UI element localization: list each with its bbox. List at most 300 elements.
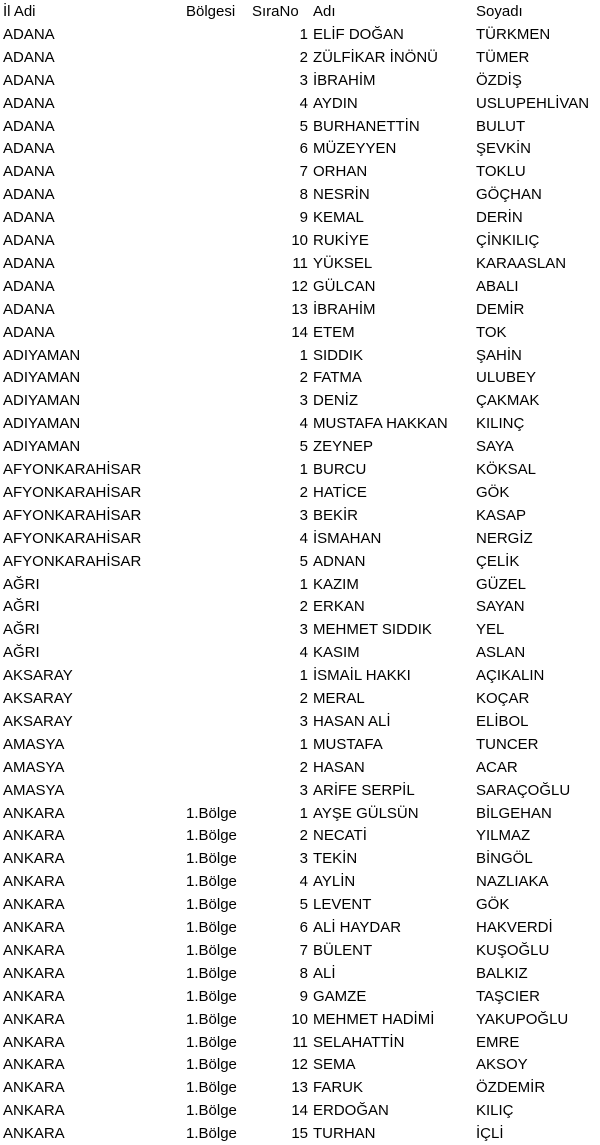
cell-bolgesi [186,435,248,458]
cell-soyadi: TÜRKMEN [476,25,551,43]
table-row [0,824,600,847]
table-row [0,802,600,825]
cell-soyadi: YILMAZ [476,827,531,845]
cell-sira-no: 1 [299,346,308,364]
cell-sira-no: 11 [292,254,308,272]
cell-bolgesi: 1.Bölge [186,850,237,868]
cell-adi: TEKİN [313,850,358,868]
cell-sira-no: 1 [299,735,308,753]
cell-adi: İBRAHİM [313,300,376,318]
cell-bolgesi [186,687,248,710]
table-row [0,481,600,504]
cell-bolgesi [186,573,248,596]
cell-il-adi: ADANA [3,140,55,158]
cell-bolgesi [186,641,248,664]
table-row [0,115,600,138]
cell-adi: GAMZE [313,987,367,1005]
cell-soyadi: ÇAKMAK [476,392,540,410]
cell-soyadi: KASAP [476,506,527,524]
cell-sira-no: 4 [299,415,308,433]
cell-adi: BURCU [313,461,367,478]
cell-il-adi: ADANA [3,277,55,295]
cell-adi: İSMAİL HAKKI [313,667,411,685]
cell-adi: ALİ [313,964,336,982]
cell-il-adi: AMASYA [3,735,65,753]
table-row [0,298,600,321]
cell-il-adi: AMASYA [3,758,65,776]
cell-sira-no: 1 [299,461,308,478]
cell-soyadi: ABALI [476,277,519,295]
cell-il-adi: ANKARA [3,1010,65,1028]
cell-il-adi: ADANA [3,209,55,227]
cell-sira-no: 2 [299,690,308,707]
cell-sira-no: 5 [299,552,308,570]
table-row [0,252,600,275]
cell-soyadi: TAŞCIER [476,987,540,1005]
table-row [0,756,600,779]
cell-sira-no: 4 [299,529,308,547]
cell-bolgesi [186,321,248,344]
cell-sira-no: 14 [291,323,308,341]
cell-soyadi: BİLGEHAN [476,804,552,822]
cell-adi: MUSTAFA HAKKAN [313,415,448,433]
cell-il-adi: ADIYAMAN [3,346,81,364]
cell-bolgesi [186,46,248,69]
cell-soyadi: GÖK [476,896,510,914]
table-row [0,344,600,367]
cell-bolgesi [186,412,248,435]
cell-bolgesi [186,779,248,802]
cell-soyadi: İÇLİ [476,1125,504,1143]
cell-bolgesi [186,527,248,550]
cell-adi: İBRAHİM [313,71,376,89]
cell-soyadi: YEL [476,621,505,639]
cell-il-adi: AKSARAY [3,712,73,730]
cell-soyadi: YAKUPOĞLU [476,1010,569,1028]
cell-sira-no: 5 [299,896,308,914]
cell-il-adi: AFYONKARAHİSAR [3,506,142,524]
cell-soyadi: DERİN [476,209,523,227]
cell-adi: YÜKSEL [313,254,373,272]
cell-il-adi: AFYONKARAHİSAR [3,529,142,547]
cell-soyadi: ÇİNKILIÇ [476,232,540,249]
cell-soyadi: BİNGÖL [476,850,533,868]
cell-il-adi: ANKARA [3,987,65,1005]
cell-adi: SEMA [313,1056,356,1074]
table-row [0,412,600,435]
cell-sira-no: 2 [299,483,308,501]
cell-adi: KASIM [313,644,360,662]
cell-soyadi: ŞAHİN [476,346,522,364]
cell-adi: ALİ HAYDAR [313,919,402,936]
cell-bolgesi: 1.Bölge [186,987,237,1005]
cell-soyadi: ELİBOL [476,712,529,730]
cell-soyadi: NAZLIAKA [476,873,549,891]
cell-sira-no: 10 [291,232,308,249]
cell-il-adi: AĞRI [3,621,40,639]
cell-sira-no: 4 [299,94,308,112]
cell-bolgesi [186,252,248,275]
cell-soyadi: TÜMER [476,48,530,66]
table-row [0,1099,600,1122]
cell-sira-no: 8 [299,964,308,982]
table-row [0,962,600,985]
cell-soyadi: EMRE [476,1033,520,1051]
cell-adi: DENİZ [313,392,358,410]
table-row [0,160,600,183]
table-row [0,710,600,733]
table-row [0,916,600,939]
cell-sira-no: 12 [291,1056,308,1074]
cell-adi: BEKİR [313,506,359,524]
cell-il-adi: AĞRI [3,644,40,662]
cell-sira-no: 10 [291,1010,308,1028]
cell-soyadi: TOKLU [476,163,526,181]
cell-sira-no: 6 [299,140,308,158]
cell-sira-no: 3 [299,71,308,89]
cell-bolgesi [186,23,248,46]
cell-soyadi: NERGİZ [476,529,533,547]
cell-il-adi: ANKARA [3,873,65,891]
cell-bolgesi: 1.Bölge [186,964,237,982]
table-row [0,664,600,687]
cell-bolgesi: 1.Bölge [186,1125,237,1143]
table-row [0,985,600,1008]
cell-sira-no: 7 [299,163,308,181]
cell-il-adi: AMASYA [3,781,65,799]
cell-il-adi: AKSARAY [3,690,73,707]
cell-il-adi: ADANA [3,186,55,204]
table-row [0,641,600,664]
cell-soyadi: KARAASLAN [476,254,567,272]
cell-adi: BURHANETTİN [313,117,420,135]
cell-adi: LEVENT [313,896,372,914]
cell-il-adi: ADIYAMAN [3,438,81,456]
table-row [0,595,600,618]
cell-soyadi: SAYAN [476,598,525,616]
cell-sira-no: 14 [291,1102,308,1120]
cell-sira-no: 15 [291,1125,308,1143]
cell-adi: TURHAN [313,1125,376,1143]
table-row [0,550,600,573]
cell-soyadi: BULUT [476,117,526,135]
cell-adi: ADNAN [313,552,366,570]
cell-adi: ERDOĞAN [313,1102,389,1120]
cell-soyadi: ASLAN [476,644,526,662]
cell-bolgesi [186,115,248,138]
cell-bolgesi [186,160,248,183]
table-row [0,23,600,46]
table-row [0,893,600,916]
cell-adi: SELAHATTİN [313,1033,405,1051]
cell-sira-no: 2 [299,369,308,387]
cell-bolgesi [186,550,248,573]
cell-adi: MEHMET HADİMİ [313,1010,435,1028]
cell-bolgesi: 1.Bölge [186,941,237,959]
cell-il-adi: ANKARA [3,896,65,914]
table-row [0,321,600,344]
cell-soyadi: KÖKSAL [476,461,537,478]
cell-sira-no: 13 [291,1079,308,1097]
cell-il-adi: ADANA [3,71,55,89]
cell-adi: AYŞE GÜLSÜN [313,804,419,822]
cell-soyadi: SARAÇOĞLU [476,781,571,799]
table-row [0,870,600,893]
table-row [0,939,600,962]
table-row [0,847,600,870]
table-row [0,458,600,481]
table-row [0,435,600,458]
cell-sira-no: 1 [299,575,308,593]
cell-il-adi: ADANA [3,117,55,135]
cell-bolgesi [186,298,248,321]
cell-sira-no: 5 [299,438,308,456]
cell-adi: FATMA [313,369,362,387]
cell-soyadi: TUNCER [476,735,539,753]
table-row [0,687,600,710]
header-soyadi: Soyadı [476,3,523,20]
cell-bolgesi: 1.Bölge [186,1033,237,1051]
cell-il-adi: ANKARA [3,919,65,936]
cell-il-adi: AFYONKARAHİSAR [3,552,142,570]
cell-soyadi: KILINÇ [476,415,525,433]
cell-il-adi: ADANA [3,48,55,66]
table-row [0,389,600,412]
cell-soyadi: KOÇAR [476,690,530,707]
header-adi: Adı [313,3,336,20]
cell-bolgesi [186,275,248,298]
cell-adi: NECATİ [313,827,367,845]
table-row [0,733,600,756]
cell-il-adi: ADANA [3,25,55,43]
cell-adi: İSMAHAN [313,529,382,547]
cell-adi: MÜZEYYEN [313,140,397,158]
cell-soyadi: SAYA [476,438,514,456]
cell-adi: MERAL [313,690,365,707]
cell-sira-no: 9 [299,987,308,1005]
cell-adi: ARİFE SERPİL [313,781,415,799]
cell-il-adi: AKSARAY [3,667,73,685]
table-row [0,69,600,92]
cell-sira-no: 11 [292,1033,308,1051]
cell-sira-no: 3 [299,712,308,730]
cell-il-adi: ADIYAMAN [3,415,81,433]
cell-bolgesi [186,710,248,733]
cell-bolgesi [186,595,248,618]
cell-il-adi: ADIYAMAN [3,392,81,410]
cell-adi: MEHMET SIDDIK [313,621,432,639]
cell-soyadi: ACAR [476,758,518,776]
cell-il-adi: ANKARA [3,941,65,959]
table-row [0,573,600,596]
cell-adi: BÜLENT [313,941,373,959]
cell-bolgesi [186,69,248,92]
cell-adi: KEMAL [313,209,364,227]
table-row [0,46,600,69]
table-row [0,527,600,550]
cell-sira-no: 12 [291,277,308,295]
cell-adi: ZÜLFİKAR İNÖNÜ [313,48,439,66]
cell-soyadi: AKSOY [476,1056,528,1074]
table-row [0,183,600,206]
cell-sira-no: 6 [299,919,308,936]
cell-il-adi: AFYONKARAHİSAR [3,483,142,501]
cell-sira-no: 8 [299,186,308,204]
cell-soyadi: ULUBEY [476,369,537,387]
cell-sira-no: 9 [299,209,308,227]
cell-adi: HATİCE [313,483,367,501]
cell-adi: KAZIM [313,575,359,593]
cell-adi: HASAN ALİ [313,712,391,730]
table-row [0,137,600,160]
cell-il-adi: ANKARA [3,804,65,822]
cell-soyadi: ÇELİK [476,552,520,570]
cell-bolgesi [186,92,248,115]
table-row [0,1122,600,1145]
table-row [0,1053,600,1076]
cell-sira-no: 5 [299,117,308,135]
cell-soyadi: TOK [476,323,507,341]
cell-il-adi: ANKARA [3,1125,65,1143]
cell-adi: HASAN [313,758,365,776]
table-row [0,92,600,115]
cell-soyadi: DEMİR [476,300,525,318]
cell-adi: ZEYNEP [313,438,374,456]
table-row [0,618,600,641]
cell-il-adi: AĞRI [3,575,40,593]
cell-sira-no: 2 [299,598,308,616]
cell-soyadi: GÖÇHAN [476,186,542,204]
cell-il-adi: ANKARA [3,827,65,845]
table-row [0,1008,600,1031]
cell-soyadi: GÜZEL [476,575,527,593]
cell-sira-no: 3 [299,392,308,410]
header-sira-no: SıraNo [252,3,299,20]
cell-il-adi: ANKARA [3,964,65,982]
cell-adi: ERKAN [313,598,365,616]
cell-bolgesi [186,344,248,367]
cell-adi: AYDIN [313,94,358,112]
cell-adi: SIDDIK [313,346,364,364]
cell-bolgesi [186,366,248,389]
cell-il-adi: ANKARA [3,1102,65,1120]
cell-bolgesi: 1.Bölge [186,827,237,845]
cell-soyadi: ÖZDİŞ [476,71,522,89]
cell-il-adi: ADANA [3,300,55,318]
cell-sira-no: 1 [299,667,308,685]
cell-sira-no: 1 [299,25,308,43]
cell-il-adi: ADANA [3,323,55,341]
cell-il-adi: AĞRI [3,598,40,616]
cell-soyadi: ÖZDEMİR [476,1079,546,1097]
cell-sira-no: 3 [299,781,308,799]
cell-il-adi: AFYONKARAHİSAR [3,461,142,478]
cell-sira-no: 3 [299,850,308,868]
cell-il-adi: ADANA [3,163,55,181]
header-bolgesi: Bölgesi [186,3,236,20]
table-row [0,366,600,389]
cell-bolgesi: 1.Bölge [186,1079,237,1097]
cell-sira-no: 2 [299,48,308,66]
cell-bolgesi [186,504,248,527]
table-row [0,779,600,802]
cell-bolgesi [186,458,248,481]
cell-bolgesi [186,183,248,206]
cell-adi: AYLİN [313,873,356,891]
cell-bolgesi [186,664,248,687]
cell-bolgesi [186,481,248,504]
cell-il-adi: ADANA [3,254,55,272]
cell-adi: NESRİN [313,186,370,204]
table-row [0,229,600,252]
cell-il-adi: ANKARA [3,1056,65,1074]
cell-sira-no: 7 [299,941,308,959]
header-il-adi: İl Adi [3,3,36,20]
cell-adi: FARUK [313,1079,364,1097]
cell-adi: GÜLCAN [313,277,376,295]
cell-bolgesi [186,206,248,229]
cell-bolgesi [186,733,248,756]
cell-adi: ORHAN [313,163,368,181]
table-row [0,1031,600,1054]
cell-bolgesi: 1.Bölge [186,1102,237,1120]
cell-soyadi: KUŞOĞLU [476,941,550,959]
cell-bolgesi: 1.Bölge [186,1010,237,1028]
cell-sira-no: 4 [299,873,308,891]
cell-sira-no: 3 [299,506,308,524]
cell-bolgesi: 1.Bölge [186,804,237,822]
cell-il-adi: ADANA [3,232,55,249]
cell-bolgesi: 1.Bölge [186,873,237,891]
cell-soyadi: USLUPEHLİVAN [476,94,590,112]
cell-il-adi: ANKARA [3,850,65,868]
cell-sira-no: 2 [299,758,308,776]
cell-soyadi: KILIÇ [476,1102,514,1120]
cell-soyadi: ŞEVKİN [476,140,532,158]
cell-sira-no: 1 [299,804,308,822]
cell-il-adi: ADANA [3,94,55,112]
cell-il-adi: ANKARA [3,1033,65,1051]
table-row [0,504,600,527]
cell-adi: MUSTAFA [313,735,383,753]
cell-bolgesi: 1.Bölge [186,896,237,914]
cell-adi: ETEM [313,323,355,341]
table-row [0,1076,600,1099]
cell-bolgesi [186,137,248,160]
cell-sira-no: 2 [299,827,308,845]
cell-soyadi: BALKIZ [476,964,528,982]
cell-bolgesi [186,756,248,779]
cell-soyadi: AÇIKALIN [476,667,545,685]
cell-adi: ELİF DOĞAN [313,25,404,43]
cell-bolgesi: 1.Bölge [186,919,237,936]
cell-sira-no: 3 [299,621,308,639]
header-row [0,0,600,23]
cell-soyadi: GÖK [476,483,510,501]
cell-sira-no: 13 [291,300,308,318]
cell-soyadi: HAKVERDİ [476,919,553,936]
table-row [0,206,600,229]
cell-bolgesi [186,618,248,641]
cell-bolgesi [186,229,248,252]
cell-sira-no: 4 [299,644,308,662]
cell-il-adi: ANKARA [3,1079,65,1097]
cell-bolgesi [186,389,248,412]
cell-bolgesi: 1.Bölge [186,1056,237,1074]
table-row [0,275,600,298]
cell-adi: RUKİYE [313,232,369,249]
cell-il-adi: ADIYAMAN [3,369,81,387]
